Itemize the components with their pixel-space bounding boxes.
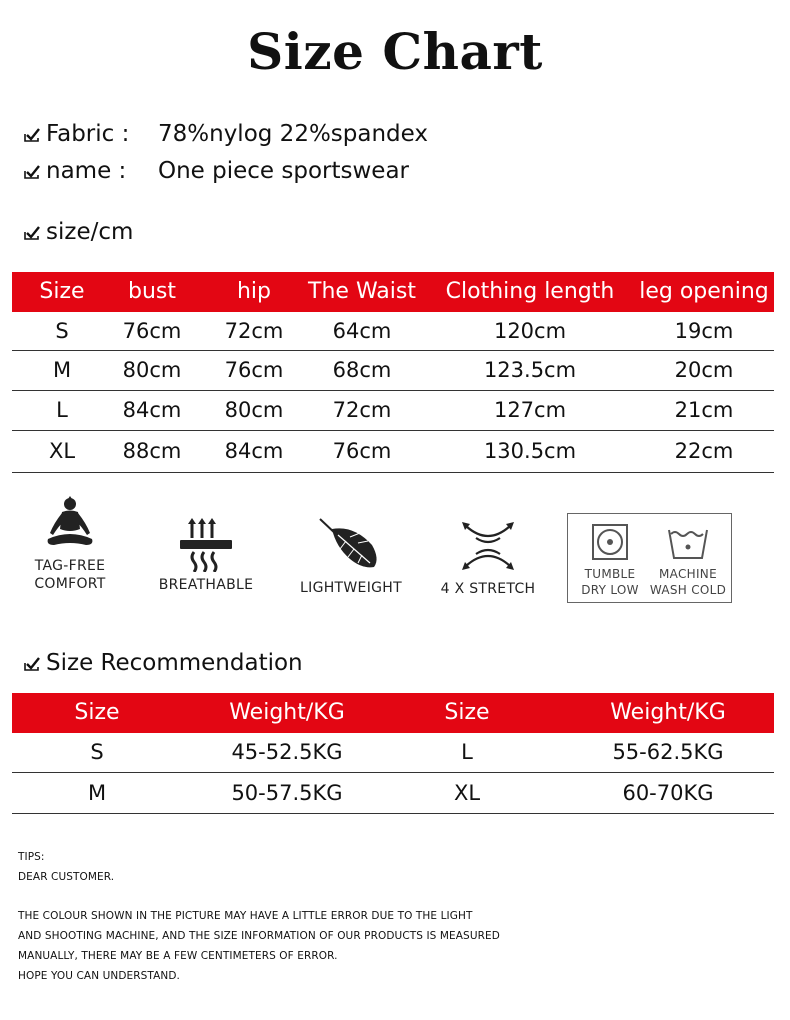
header-clothing-length: Clothing length [445, 279, 615, 304]
table-row [12, 391, 774, 431]
feature-lightweight [290, 515, 412, 597]
table-row [12, 431, 774, 473]
table-row [12, 351, 774, 391]
cell-leg-opening: 22cm [674, 439, 734, 463]
cell-clothing-length: 120cm [493, 319, 567, 343]
cell-hip: 72cm [224, 319, 284, 343]
rec-cell-size: XL [453, 781, 481, 805]
cell-size: M [52, 358, 72, 382]
header-hip: hip [236, 279, 272, 304]
recommendation-table-header [12, 693, 774, 733]
unit-label: size/cm [46, 219, 134, 245]
rec-header-size-2: Size [444, 700, 490, 725]
lightweight-label: LIGHTWEIGHT [300, 580, 402, 596]
cell-waist: 68cm [332, 358, 392, 382]
breathable-icon [176, 512, 236, 572]
cell-clothing-length: 127cm [493, 398, 567, 422]
comfort-label: COMFORT [34, 576, 106, 592]
header-size: Size [39, 279, 85, 304]
cell-leg-opening: 21cm [674, 398, 734, 422]
tips-text-2: AND SHOOTING MACHINE, AND THE SIZE INFORMATION OF OUR PRODUCTS IS MEASURED [18, 930, 500, 942]
rec-cell-size: S [90, 740, 104, 764]
rec-header-weight-2: Weight/KG [610, 700, 726, 725]
rec-header-weight-1: Weight/KG [229, 700, 345, 725]
cell-bust: 76cm [122, 319, 182, 343]
cell-bust: 80cm [122, 358, 182, 382]
cell-leg-opening: 19cm [674, 319, 734, 343]
cell-hip: 84cm [224, 439, 284, 463]
name-line [24, 157, 409, 185]
rec-cell-weight: 45-52.5KG [231, 740, 343, 764]
cell-clothing-length: 123.5cm [483, 358, 577, 382]
cell-bust: 84cm [122, 398, 182, 422]
unit-line [24, 218, 133, 246]
checkmark-icon [24, 226, 40, 240]
header-waist: The Waist [308, 279, 416, 304]
page-title: Size Chart [247, 22, 543, 81]
tips-text-4: HOPE YOU CAN UNDERSTAND. [18, 970, 180, 982]
stretch-arrows-icon [456, 518, 520, 574]
yoga-icon [40, 495, 100, 553]
rec-header-size-1: Size [74, 700, 120, 725]
care-instructions-box [567, 513, 732, 603]
checkmark-icon [24, 657, 40, 671]
tips-text-3: MANUALLY, THERE MAY BE A FEW CENTIMETERS OF ERROR. [18, 950, 338, 962]
header-bust: bust [128, 279, 176, 304]
wash-cold-label: WASH COLD [649, 583, 727, 597]
feather-icon [316, 515, 386, 571]
rec-cell-weight: 50-57.5KG [231, 781, 343, 805]
rec-cell-size: L [461, 740, 473, 764]
cell-hip: 80cm [224, 398, 284, 422]
table-row [12, 312, 774, 351]
cell-waist: 64cm [332, 319, 392, 343]
name-label: name : [46, 158, 127, 184]
tips-greeting: DEAR CUSTOMER. [18, 871, 115, 883]
name-value: One piece sportswear [158, 158, 410, 184]
rec-cell-weight: 60-70KG [622, 781, 714, 805]
cell-size: L [56, 398, 68, 422]
header-leg-opening: leg opening [639, 279, 769, 304]
feature-tumble-dry [574, 522, 646, 598]
dry-low-label: DRY LOW [581, 583, 639, 597]
cell-leg-opening: 20cm [674, 358, 734, 382]
tips-label: TIPS: [18, 851, 45, 863]
recommendation-heading-line [24, 649, 303, 677]
fabric-value: 78%nylog 22%spandex [158, 121, 429, 147]
size-table-header [12, 272, 774, 312]
cell-waist: 72cm [332, 398, 392, 422]
tag-free-label: TAG-FREE [34, 558, 106, 574]
cell-clothing-length: 130.5cm [483, 439, 577, 463]
fabric-line [24, 120, 428, 148]
feature-tag-free [20, 495, 120, 593]
machine-label: MACHINE [659, 567, 717, 581]
tumble-label: TUMBLE [584, 567, 636, 581]
checkmark-icon [24, 128, 40, 142]
checkmark-icon [24, 165, 40, 179]
recommendation-heading: Size Recommendation [46, 650, 303, 676]
table-row [12, 773, 774, 814]
fabric-label: Fabric : [46, 121, 130, 147]
tumble-dry-icon [590, 522, 630, 562]
tips-text-1: THE COLOUR SHOWN IN THE PICTURE MAY HAVE A LITTLE ERROR DUE TO THE LIGHT [18, 910, 473, 922]
feature-machine-wash [648, 522, 728, 598]
cell-bust: 88cm [122, 439, 182, 463]
stretch-label: 4 X STRETCH [440, 581, 536, 597]
feature-breathable [150, 512, 262, 594]
cell-size: S [55, 319, 69, 343]
table-row [12, 733, 774, 773]
breathable-label: BREATHABLE [158, 577, 254, 593]
cell-hip: 76cm [224, 358, 284, 382]
cell-size: XL [48, 439, 76, 463]
rec-cell-size: M [87, 781, 107, 805]
cell-waist: 76cm [332, 439, 392, 463]
rec-cell-weight: 55-62.5KG [612, 740, 724, 764]
machine-wash-icon [666, 522, 710, 562]
feature-stretch [432, 518, 544, 598]
